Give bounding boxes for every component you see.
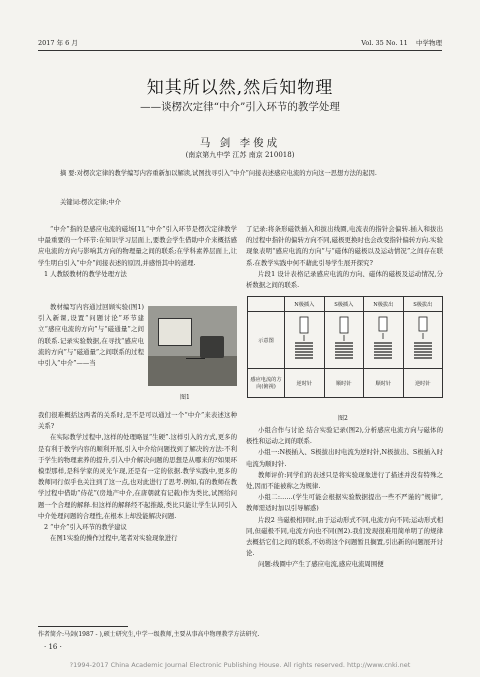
- magnet-coil-icon: [409, 315, 437, 365]
- coil-diagram: [364, 312, 404, 369]
- section-2-paragraph: 在图1实验的操作过程中,笔者对实验现象进行: [50, 534, 178, 543]
- figure-1-caption: 图1: [180, 394, 190, 401]
- table-cell: 顺时针: [324, 369, 364, 398]
- figure-2-table: [247, 296, 443, 408]
- header-rule: [38, 50, 442, 51]
- figure-2-caption: 图2: [338, 415, 348, 422]
- photo-galvanometer: [158, 318, 192, 346]
- table-row-label: 感应电流的方向(俯视): [248, 369, 285, 398]
- photo-coil: [200, 336, 224, 358]
- magnet-coil-icon: [330, 315, 358, 365]
- header-date: 2017 年 6 月: [38, 39, 78, 47]
- author-affiliation: (南京第九中学 江苏 南京 210018): [185, 151, 295, 159]
- figure-1-photo: [148, 306, 237, 386]
- left-column-top: [38, 224, 237, 280]
- copyright-notice: ?1994-2017 China Academic Journal Electronic Publishing House. All rights reserved. http://www.cnki.net: [69, 661, 411, 669]
- right-column-top: [246, 224, 443, 291]
- author-footnote: 作者简介:马剑(1987 - ),硕士研究生,中学一级教师,主要从事高中物理教学方法研究.: [38, 631, 260, 638]
- segment-1-paragraph: 片段1 设计表格记录感应电流的方向、磁体的磁极及运动情况,分析数据之间的联系.: [246, 269, 443, 290]
- coil-diagram: [285, 312, 325, 369]
- table-cell: 顺时针: [364, 369, 404, 398]
- article-title: 知其所以然,然后知物理: [146, 78, 334, 98]
- keywords: 关键词:楞次定律;中介: [60, 199, 121, 206]
- table-header-cell: S极拔出: [403, 297, 443, 312]
- right-column-bottom: [246, 425, 443, 571]
- group-one: 小组一:N极插入、S极拔出时电流为逆时针,N极拔出、S极插入时电流为顺时针.: [246, 448, 443, 468]
- group-two: 小组二:……(学生可能会根据实验数据提出一些不严谨的“规律”,教师需适时加以引导解惑): [246, 493, 443, 513]
- segment-2-paragraph: 片段2 当磁极相同时,由于运动形式不同,电流方向不同;运动形式相同,但磁极不同,电流方向也不同(图2).我们发现很难用简单明了的规律去概括它们之间的联系,不妨将这个问题暂且搁置,引出新的问题展开讨论.: [246, 515, 443, 558]
- table-cell: 逆时针: [403, 369, 443, 398]
- table-header-cell: N极插入: [285, 297, 325, 312]
- after-figure-text: 我们很难概括这两者的关系时,是不是可以通过一个“中介”来表述这种关系?: [38, 411, 237, 431]
- page-number: · 16 ·: [44, 643, 62, 651]
- wrap-paragraph: 教材编写内容通过回顾实验(图1)引入新课,设置“问题讨论”环节建立“感应电流的方向”与“磁通量”之间的联系.记录实验数据,在寻找“感应电流的方向”与“磁通量”之间联系的过程中引入“中介”——当: [38, 303, 144, 368]
- table-row-label: 示意图: [248, 312, 285, 369]
- table-header-cell: S极插入: [324, 297, 364, 312]
- question-paragraph: 问题:线圈中产生了感应电流,感应电流周围便: [258, 560, 384, 569]
- article-subtitle: ——谈楞次定律“中介”引入环节的教学处理: [140, 101, 340, 113]
- photo-bench: [148, 356, 237, 386]
- intro-paragraph: “中介”指的是感应电流的磁场[1],“中介”引入环节是楞次定律教学中最重要的一个环节:在知识学习层面上,要教会学生借助中介来概括感应电流的方向与影响其方向的物理量之间的联系;在学科素养层面上,让学生明白引入“中介”间接表述的原因,并感悟其中的道理.: [38, 225, 237, 267]
- figure-wrap-text: [38, 302, 144, 369]
- header-journal: 中学物理: [416, 39, 442, 47]
- running-header: [38, 38, 442, 50]
- magnet-coil-icon: [290, 315, 318, 365]
- coil-diagram: [403, 312, 443, 369]
- left-column-bottom: [38, 410, 237, 544]
- header-volume: Vol. 35 No. 11: [361, 39, 408, 47]
- author-names: 马 剑 李俊成: [199, 137, 281, 149]
- section-heading-1: 1 人教版教材的教学处理方法: [44, 269, 127, 278]
- table-corner-cell: [248, 297, 285, 312]
- abstract: 摘 要:对楞次定律的教学编写内容重新加以解读,试图找寻引入“中介”问接表述感应电流的方向这一思想方法的起因.: [60, 170, 377, 177]
- magnet-coil-icon: [369, 315, 397, 365]
- footnote-rule: [38, 626, 128, 627]
- table-header-cell: N极拔出: [364, 297, 404, 312]
- table-cell: 逆时针: [285, 369, 325, 398]
- discussion-paragraph: 在实际教学过程中,这样的处理略显“生硬”.这样引入的方式,更多的是有利于教学内容的顺利开展,引入中介给问题找到了解决的方法:不利于学生的物理素养的提升,引入中介解决问题的思想是从哪来的?如果环模型那样,是科学家的灵光乍现,还是有一定的依据.教学实践中,更多的教师同行似乎也关注到了这一点,也对此进行了思考.例如,有的教师在教学过程中借助“侍花”(房地产中介,在唐朝就有记载)作为类比,试图给问题一个合理的解释.但这样的解释经不起推敲,类比只能让学生认同引入中介处理问题的合理性,在根本上却没能解决问题.: [38, 433, 237, 520]
- coil-diagram: [324, 312, 364, 369]
- teacher-evaluation: 教师评价:同学们的表述只是将实验现象进行了描述并没有特殊之处,因而不能被称之为规律.: [246, 470, 443, 491]
- section-heading-2: 2 “中介”引入环节的教学建议: [44, 523, 127, 532]
- continued-paragraph: 了记录:将条形磁铁插入和拔出线圈,电流表的指针会偏转.插入和拔出的过程中指针的偏转方向不同,磁极更换时也会改变指针偏转方向.实验现象表明“感应电流的方向”与“磁体的磁极以及运动情况”之间存在联系.在教学实践中何不藉此引导学生展开探究?: [246, 225, 443, 267]
- header-volume-journal: [361, 38, 442, 47]
- group-discussion: 小组合作与讨论 结合实验记录(图2),分析感应电流方向与磁体的极性和运动之间的联系.: [246, 426, 443, 446]
